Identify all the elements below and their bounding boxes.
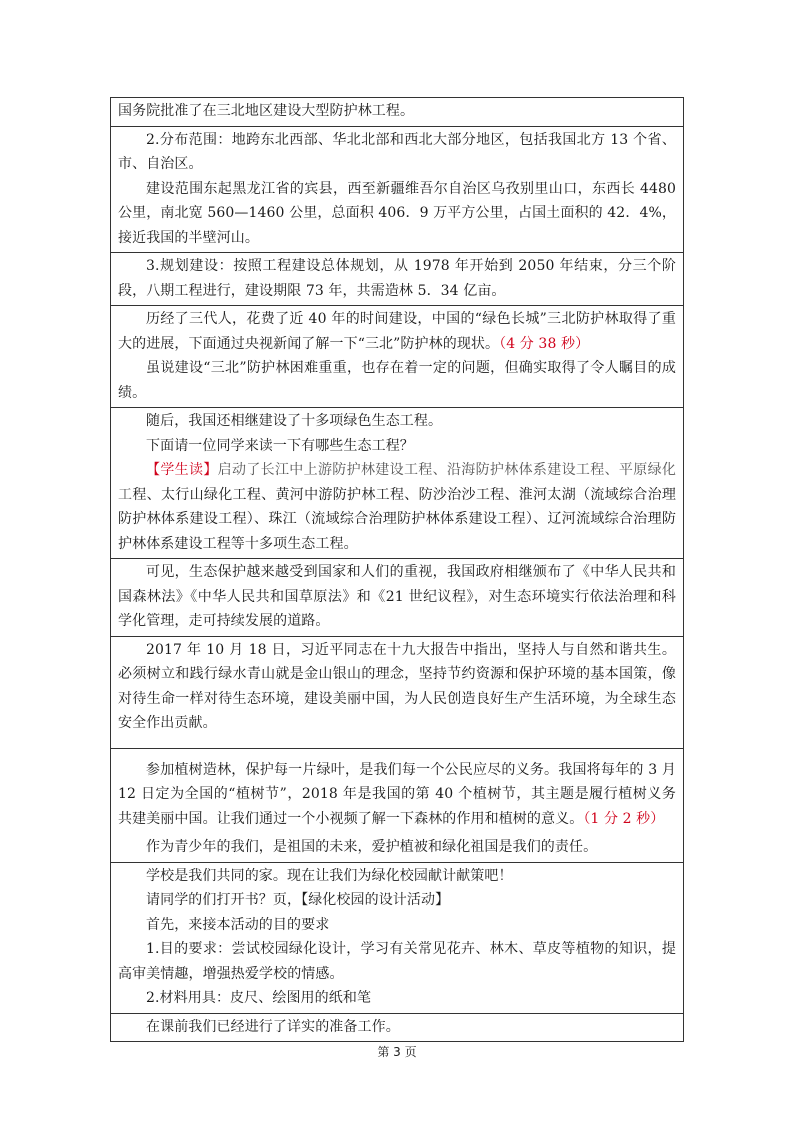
paragraph-text: 历经了三代人，花费了近 40 年的时间建设，中国的“绿色长城”三北防护林取得了重大的进展，下面通过央视新闻了解一下“三北”防护林的现状。 (118, 311, 676, 352)
table-row (111, 305, 683, 407)
paragraph: 建设范围东起黑龙江省的宾县，西至新疆维吾尔自治区乌孜别里山口，东西长 4480 公里，南北宽 560—1460 公里，总面积 406．9 万平方公里，占国土面积的 42．4%，接近我国的半壁河山。 (118, 180, 676, 246)
table-row (111, 558, 683, 636)
paragraph-text: 程、太行山绿化工程、黄河中游防护林工程、防沙治沙工程、淮河太湖（流域综合治理防护林体系建设工程）、珠江（流域综合治理防护林体系建设工程）、辽河流域综合治理防护林体系建设工程等十多项生态工程。 (118, 486, 676, 552)
paragraph: 国务院批准了在三北地区建设大型防护林工程。 (118, 103, 415, 119)
table-row (111, 862, 683, 1013)
table-row (111, 126, 683, 253)
page-number: 第 3 页 (377, 1045, 417, 1059)
paragraph: 可见，生态保护越来越受到国家和人们的重视，我国政府相继颁布了《中华人民共和国森林法》《中华人民共和国草原法》和《21 世纪议程》，对生态环境实行依法治理和科学化管理，走可持续发展的道路。 (118, 564, 676, 629)
student-read-tag: 【学生读】 (146, 462, 218, 478)
table-row (111, 1013, 683, 1042)
table-row (111, 407, 683, 558)
paragraph: 首先，来接本活动的目的要求 (146, 916, 330, 933)
paragraph: 2.材料用具：皮尺、绘图用的纸和笔 (146, 990, 372, 1006)
paragraph (118, 458, 676, 556)
table-row (111, 98, 683, 126)
paragraph: 虽说建设“三北”防护林困难重重，也存在着一定的问题，但确实取得了令人瞩目的成绩。 (118, 360, 676, 401)
video-duration: （4 分 38 秒） (499, 335, 590, 352)
paragraph-text: 参加植树造林，保护每一片绿叶，是我们每一个公民应尽的义务。我国将每年的 3 月 12 日定为全国的“植树节”，2018 年是我国的第 40 个植树节，其主题是履行植树义务 共建美丽中国。让我们通过一个小视频了解一下森林的作用和植树的意义。 (118, 761, 676, 827)
paragraph (118, 307, 676, 356)
paragraph: 作为青少年的我们，是祖国的未来，爱护植被和绿化祖国是我们的责任。 (146, 839, 598, 855)
table-row (111, 636, 683, 748)
paragraph (118, 758, 676, 832)
paragraph: 在课前我们已经进行了详实的准备工作。 (146, 1018, 400, 1035)
paragraph: 请同学的们打开书？页，【绿化校园的设计活动】 (146, 892, 450, 908)
video-duration: （1 分 2 秒） (583, 810, 665, 827)
table-row (111, 252, 683, 305)
paragraph: 学校是我们共同的家。现在让我们为绿化校园献计献策吧！ (146, 867, 513, 884)
paragraph-text-muted: 启动了长江中上游防护林建设工程、沿海防护林体系建设工程、平原绿化工 (118, 462, 676, 503)
lesson-table (110, 97, 684, 1042)
paragraph: 1.目的要求：尝试校园绿化设计，学习有关常见花卉、林木、草皮等植物的知识，提高审美情趣，增强热爱学校的情感。 (118, 941, 676, 982)
paragraph: 下面请一位同学来读一下有哪些生态工程？ (146, 437, 414, 454)
paragraph: 2017 年 10 月 18 日，习近平同志在十九大报告中指出，坚持人与自然和谐共生。必须树立和践行绿水青山就是金山银山的理念，坚持节约资源和保护环境的基本国策，像对待生命一样对待生态环境，建设美丽中国，为人民创造良好生产生活环境，为全球生态安全作出贡献。 (118, 641, 676, 731)
paragraph: 随后，我国还相继建设了十多项绿色生态工程。 (146, 413, 443, 429)
table-row (111, 748, 683, 862)
paragraph: 3.规划建设：按照工程建设总体规划，从 1978 年开始到 2050 年结束，分三个阶段，八期工程进行，建设期限 73 年，共需造林 5．34 亿亩。 (118, 258, 676, 299)
paragraph: 2.分布范围：地跨东北西部、华北北部和西北大部分地区，包括我国北方 13 个省、市、自治区。 (118, 131, 676, 172)
